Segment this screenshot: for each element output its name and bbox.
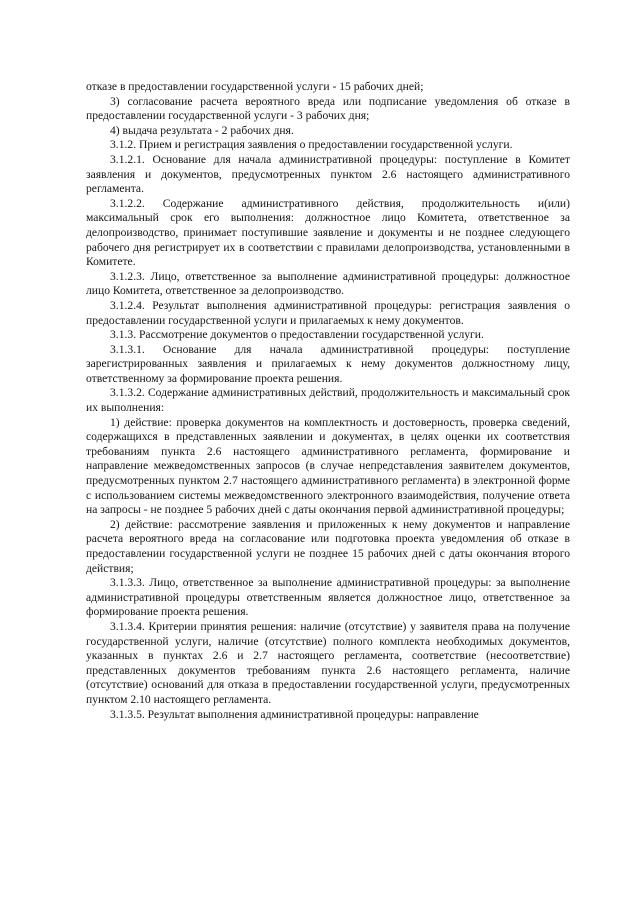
section-3-1-2-heading: 3.1.2. Прием и регистрация заявления о предоставлении государственной услуги. (110, 138, 513, 152)
paragraph-item-4: 4) выдача результата - 2 рабочих дня. (110, 123, 294, 137)
paragraph-3-1-2-2: 3.1.2.2. Содержание административного действия, продолжительность и(или) максимальный срок его выполнения: должностное лицо Комитета, ответственное за делопроизводство, принимает поступившие заявление и документы и не позднее следующего рабочего дня регистрирует их в соответствии с правилами делопроизводства, установленными в Комитете. (86, 196, 570, 269)
paragraph-continuation: отказе в предоставлении государственной услуги - 15 рабочих дней; (86, 80, 424, 93)
paragraph-item-3: 3) согласование расчета вероятного вреда или подписание уведомления об отказе в предоставлении государственной услуги - 3 рабочих дня; (86, 94, 570, 123)
paragraph-action-2: 2) действие: рассмотрение заявления и приложенных к нему документов и направление расчета вероятного вреда на согласование или подготовка проекта уведомления об отказе в предоставлении государственной услуги не позднее 15 рабочих дней с даты окончания второго действия; (86, 517, 570, 575)
document-page (86, 80, 570, 722)
paragraph-3-1-2-4: 3.1.2.4. Результат выполнения административной процедуры: регистрация заявления о предоставлении государственной услуги и прилагаемых к нему документов. (86, 298, 570, 327)
paragraph-3-1-3-5: 3.1.3.5. Результат выполнения административной процедуры: направление (110, 707, 479, 721)
paragraph-3-1-3-2: 3.1.3.2. Содержание административных действий, продолжительность и максимальный срок их выполнения: (86, 386, 570, 415)
paragraph-3-1-2-1: 3.1.2.1. Основание для начала административной процедуры: поступление в Комитет заявления и документов, предусмотренных пунктом 2.6 настоящего административного регламента. (86, 152, 570, 196)
paragraph-3-1-3-3: 3.1.3.3. Лицо, ответственное за выполнение административной процедуры: за выполнение административной процедуры ответственным является должностное лицо, ответственное за формирование проекта решения. (86, 576, 570, 619)
paragraph-3-1-3-1: 3.1.3.1. Основание для начала административной процедуры: поступление зарегистрированных заявления и прилагаемых к нему документов должностному лицу, ответственному за формирование проекта решения. (86, 342, 570, 385)
section-3-1-3-heading: 3.1.3. Рассмотрение документов о предоставлении государственной услуги. (110, 328, 484, 342)
paragraph-3-1-2-3: 3.1.2.3. Лицо, ответственное за выполнение административной процедуры: должностное лицо Комитета, ответственное за делопроизводство. (86, 269, 570, 298)
paragraph-3-1-3-4: 3.1.3.4. Критерии принятия решения: наличие (отсутствие) у заявителя права на получение государственной услуги, наличие (отсутствие) полного комплекта необходимых документов, указанных в пунктах 2.6 и 2.7 настоящего регламента, соответствие (несоответствие) представленных документов требованиям пункта 2.6 настоящего регламента, наличие (отсутствие) оснований для отказа в предоставлении государственной услуги, предусмотренных пунктом 2.10 настоящего регламента. (86, 619, 570, 706)
paragraph-action-1: 1) действие: проверка документов на комплектность и достоверность, проверка сведений, содержащихся в представленных заявлении и документах, в целях оценки их соответствия требованиям пункта 2.6 настоящего административного регламента, формирование и направление межведомственных запросов (в случае непредставления заявителем документов, предусмотренных пунктом 2.7 настоящего административного регламента) в электронной форме с использованием системы межведомственного электронного взаимодействия, получение ответа на запросы - не позднее 5 рабочих дней с даты окончания первой административной процедуры; (86, 415, 570, 517)
